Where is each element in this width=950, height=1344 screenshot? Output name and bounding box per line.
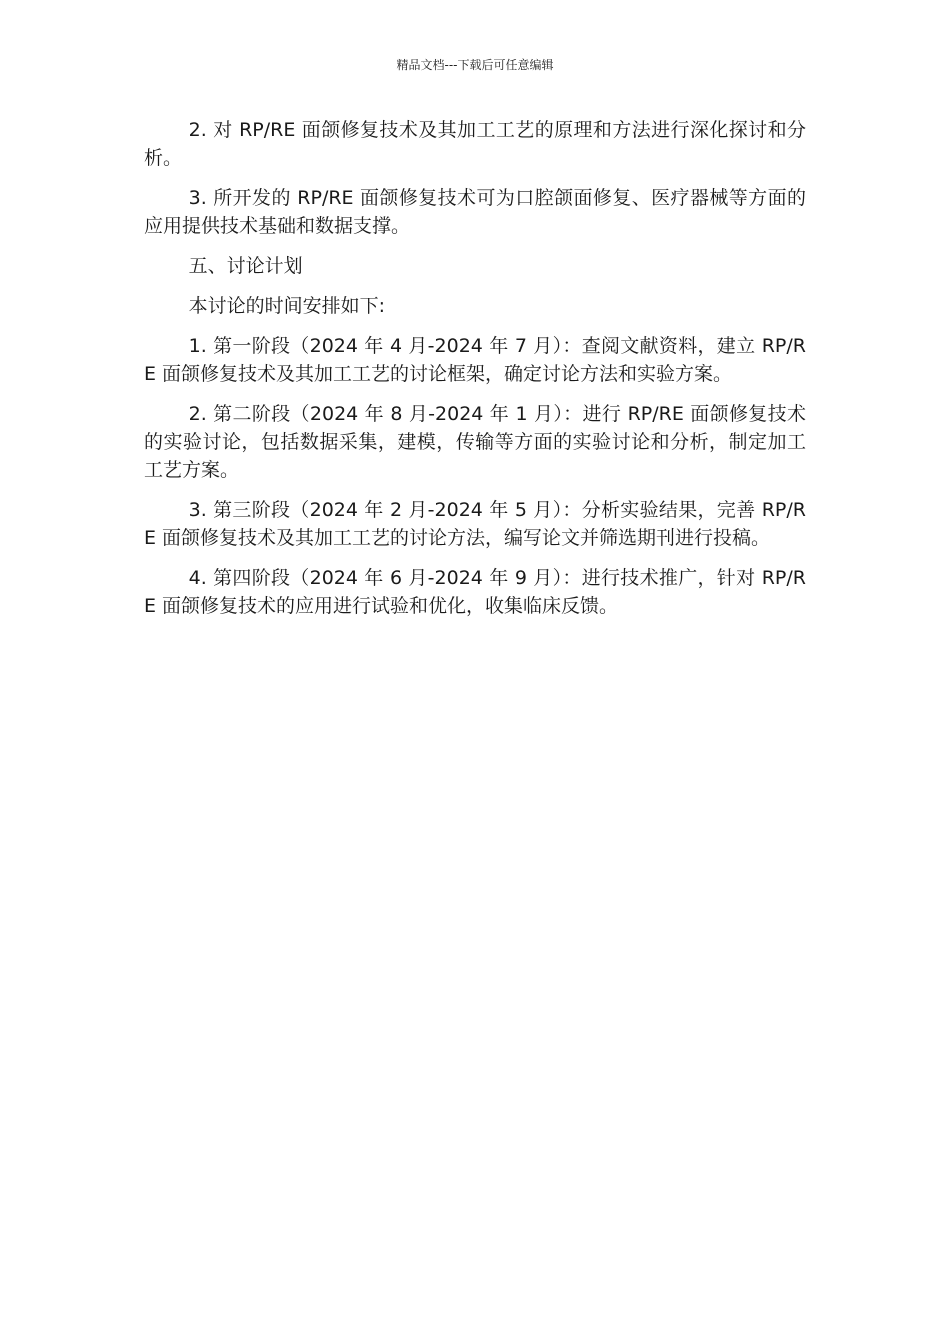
document-body [144,116,806,632]
paragraph-stage-4: 4. 第四阶段（2024 年 6 月-2024 年 9 月）：进行技术推广，针对 RP/RE 面颌修复技术的应用进行试验和优化，收集临床反馈。 [144,567,806,617]
paragraph-stage-1: 1. 第一阶段（2024 年 4 月-2024 年 7 月）：查阅文献资料，建立 RP/RE 面颌修复技术及其加工工艺的讨论框架，确定讨论方法和实验方案。 [144,335,806,385]
paragraph-stage-2: 2. 第二阶段（2024 年 8 月-2024 年 1 月）：进行 RP/RE 面颌修复技术的实验讨论，包括数据采集，建模，传输等方面的实验讨论和分析，制定加工工艺方案。 [144,403,806,481]
paragraph-research-content-2: 2. 对 RP/RE 面颌修复技术及其加工工艺的原理和方法进行深化探讨和分析。 [144,119,806,169]
section-heading-plan: 五、讨论计划 [188,255,303,277]
paragraph-schedule-intro: 本讨论的时间安排如下: [188,295,386,317]
paragraph-stage-3: 3. 第三阶段（2024 年 2 月-2024 年 5 月）：分析实验结果，完善 RP/RE 面颌修复技术及其加工工艺的讨论方法，编写论文并筛选期刊进行投稿。 [144,499,806,549]
paragraph-research-content-3: 3. 所开发的 RP/RE 面颌修复技术可为口腔颌面修复、医疗器械等方面的应用提供技术基础和数据支撑。 [144,187,806,237]
page-header: 精品文档---下载后可任意编辑 [396,58,554,72]
